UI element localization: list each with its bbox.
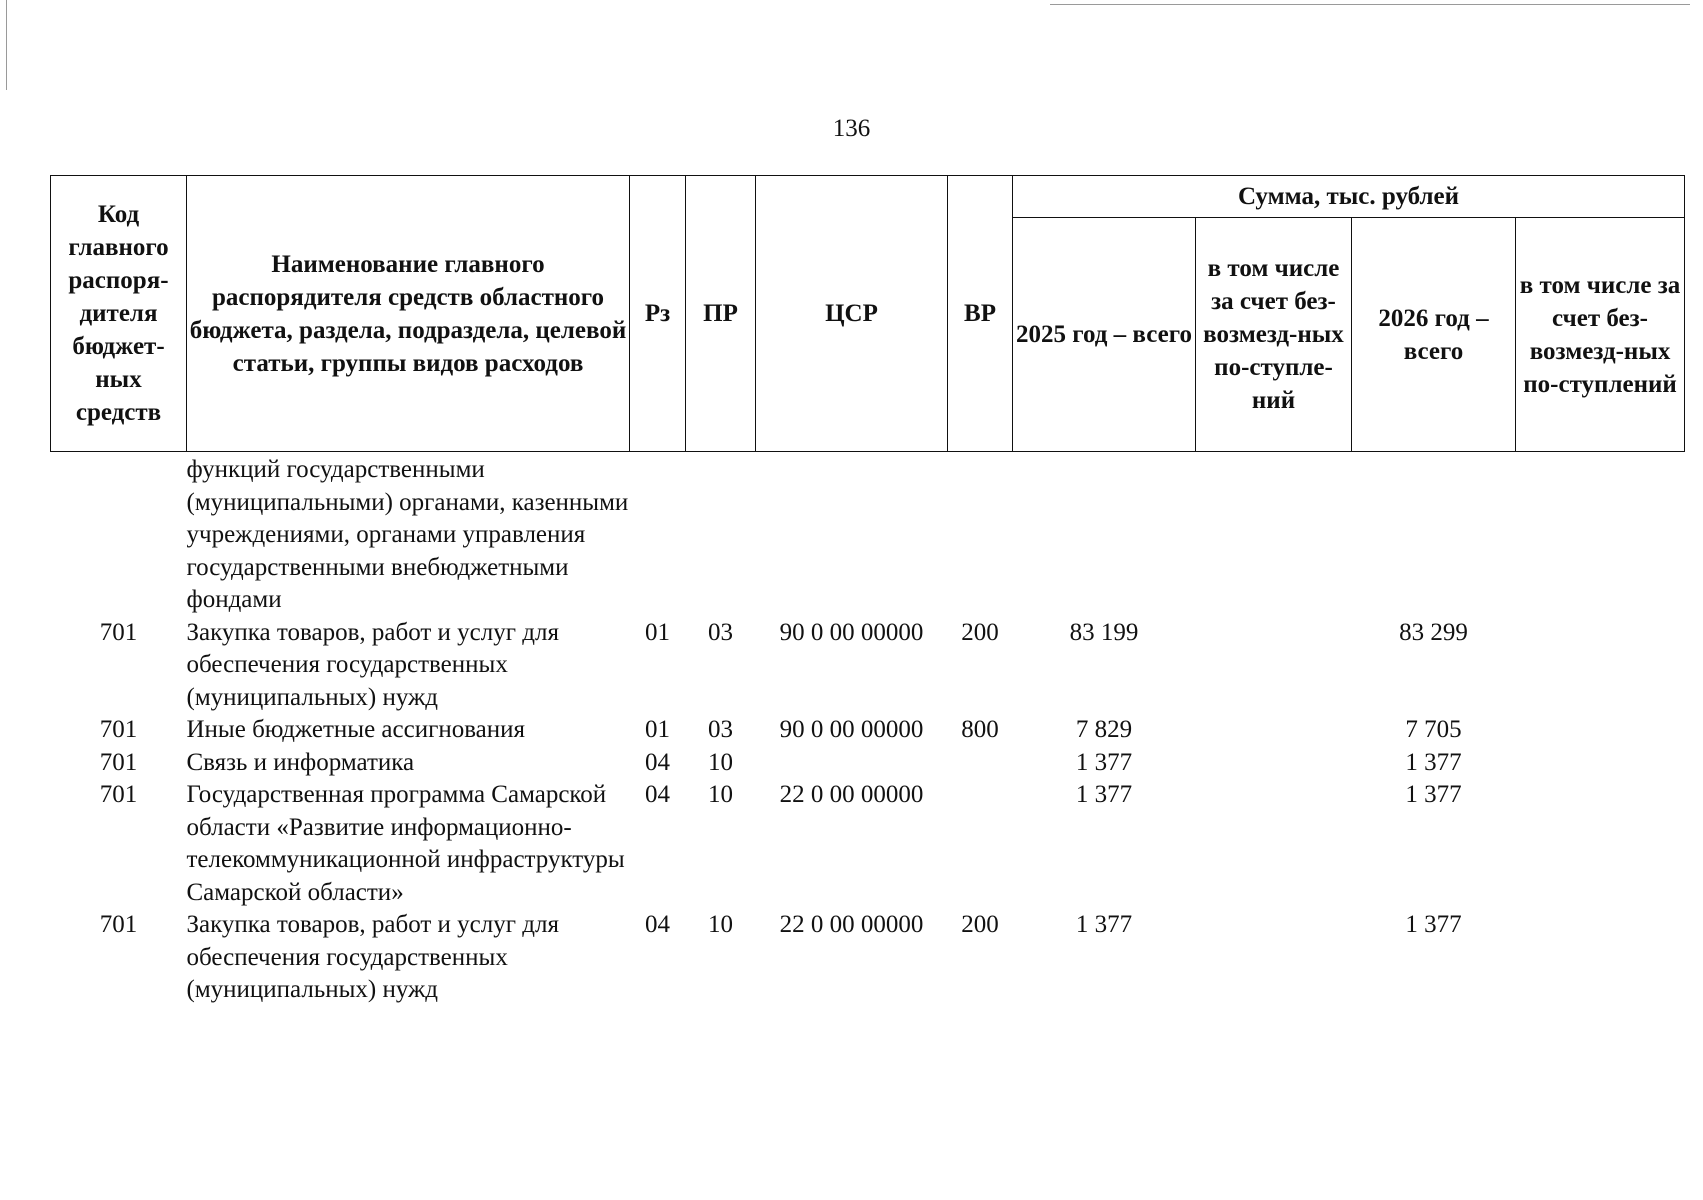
cell-pr: 03	[708, 716, 733, 743]
header-rz: Рз	[630, 176, 686, 452]
table-row	[51, 747, 1685, 780]
cell-rz: 04	[645, 781, 670, 808]
cell-2025-grants	[1196, 909, 1352, 1007]
scan-edge-left	[6, 0, 7, 90]
header-2026-total: 2026 год – всего	[1352, 218, 1516, 452]
cell-2026-total: 83 299	[1399, 618, 1468, 646]
cell-2026-grants	[1516, 909, 1685, 1007]
table-row	[51, 617, 1685, 715]
cell-vr: 200	[961, 911, 999, 938]
budget-table	[50, 175, 1685, 1007]
table-body	[51, 452, 1685, 1007]
cell-name: Иные бюджетные ассигнования	[186, 716, 526, 743]
cell-vr: 200	[961, 618, 999, 646]
cell-vr	[948, 452, 1013, 617]
cell-code: 701	[99, 748, 138, 776]
cell-2026-grants	[1516, 779, 1685, 909]
cell-2025-total: 1 377	[1075, 748, 1133, 776]
cell-2026-grants	[1516, 452, 1685, 617]
table-row	[51, 779, 1685, 909]
table-header	[51, 176, 1685, 452]
cell-name: Закупка товаров, работ и услуг для обеспечения государственных (муниципальных) нужд	[186, 911, 559, 1003]
cell-2026-total: 1 377	[1405, 781, 1462, 808]
cell-code: 701	[99, 911, 138, 938]
header-2026-grants: в том числе за счет без-возмезд-ных по-ступлений	[1516, 218, 1685, 452]
cell-2026-total: 7 705	[1405, 716, 1462, 743]
cell-csr: 22 0 00 00000	[779, 781, 924, 808]
cell-code: 701	[99, 781, 138, 808]
cell-2025-grants	[1196, 779, 1352, 909]
header-csr: ЦСР	[756, 176, 948, 452]
header-vr: ВР	[948, 176, 1013, 452]
header-sum-group: Сумма, тыс. рублей	[1013, 176, 1685, 218]
cell-csr: 22 0 00 00000	[779, 911, 924, 938]
cell-code: 701	[99, 618, 138, 646]
cell-pr: 10	[708, 911, 733, 938]
cell-pr: 10	[708, 748, 733, 776]
cell-rz: 01	[645, 618, 670, 646]
cell-2025-grants	[1196, 747, 1352, 780]
cell-code	[51, 452, 187, 617]
table-row	[51, 714, 1685, 747]
cell-csr	[756, 747, 948, 780]
scan-edge-top	[1050, 4, 1690, 5]
cell-name: Связь и информатика	[186, 748, 415, 776]
cell-name: Закупка товаров, работ и услуг для обеспечения государственных (муниципальных) нужд	[186, 618, 559, 711]
page-number: 136	[832, 115, 871, 142]
cell-rz: 04	[645, 911, 670, 938]
cell-2026-total: 1 377	[1405, 911, 1462, 938]
cell-2026-grants	[1516, 714, 1685, 747]
header-name: Наименование главного распорядителя средств областного бюджета, раздела, подраздела, целевой статьи, группы видов расходов	[187, 176, 630, 452]
cell-pr: 10	[708, 781, 733, 808]
cell-rz	[630, 452, 686, 617]
header-pr: ПР	[686, 176, 756, 452]
cell-2025-grants	[1196, 617, 1352, 715]
cell-2025-grants	[1196, 452, 1352, 617]
table-row	[51, 452, 1685, 617]
cell-code: 701	[99, 716, 138, 743]
cell-2025-total	[1013, 452, 1196, 617]
cell-2025-grants	[1196, 714, 1352, 747]
cell-name: Государственная программа Самарской области «Развитие информационно-телекоммуникационной инфраструктуры Самарской области»	[186, 781, 625, 906]
cell-vr	[948, 747, 1013, 780]
cell-vr: 800	[961, 716, 999, 743]
cell-2025-total: 1 377	[1075, 781, 1133, 808]
cell-vr	[948, 779, 1013, 909]
cell-2026-grants	[1516, 747, 1685, 780]
cell-2025-total: 1 377	[1075, 911, 1133, 938]
cell-name: функций государственными (муниципальными) органами, казенными учреждениями, органами управления государственными внебюджетными фондами	[186, 456, 629, 613]
cell-rz: 01	[645, 716, 670, 743]
header-2025-total: 2025 год – всего	[1013, 218, 1196, 452]
cell-2026-total: 1 377	[1405, 748, 1462, 776]
cell-rz: 04	[645, 748, 670, 776]
cell-pr	[686, 452, 756, 617]
header-code: Код главного распоря-дителя бюджет-ных средств	[51, 176, 187, 452]
cell-csr: 90 0 00 00000	[779, 618, 924, 646]
cell-2026-grants	[1516, 617, 1685, 715]
table-row	[51, 909, 1685, 1007]
cell-pr: 03	[708, 618, 733, 646]
cell-csr	[756, 452, 948, 617]
cell-2025-total: 7 829	[1075, 716, 1133, 743]
cell-2025-total: 83 199	[1069, 618, 1139, 646]
cell-csr: 90 0 00 00000	[779, 716, 924, 743]
cell-2026-total	[1352, 452, 1516, 617]
header-2025-grants: в том числе за счет без-возмезд-ных по-ступле-ний	[1196, 218, 1352, 452]
